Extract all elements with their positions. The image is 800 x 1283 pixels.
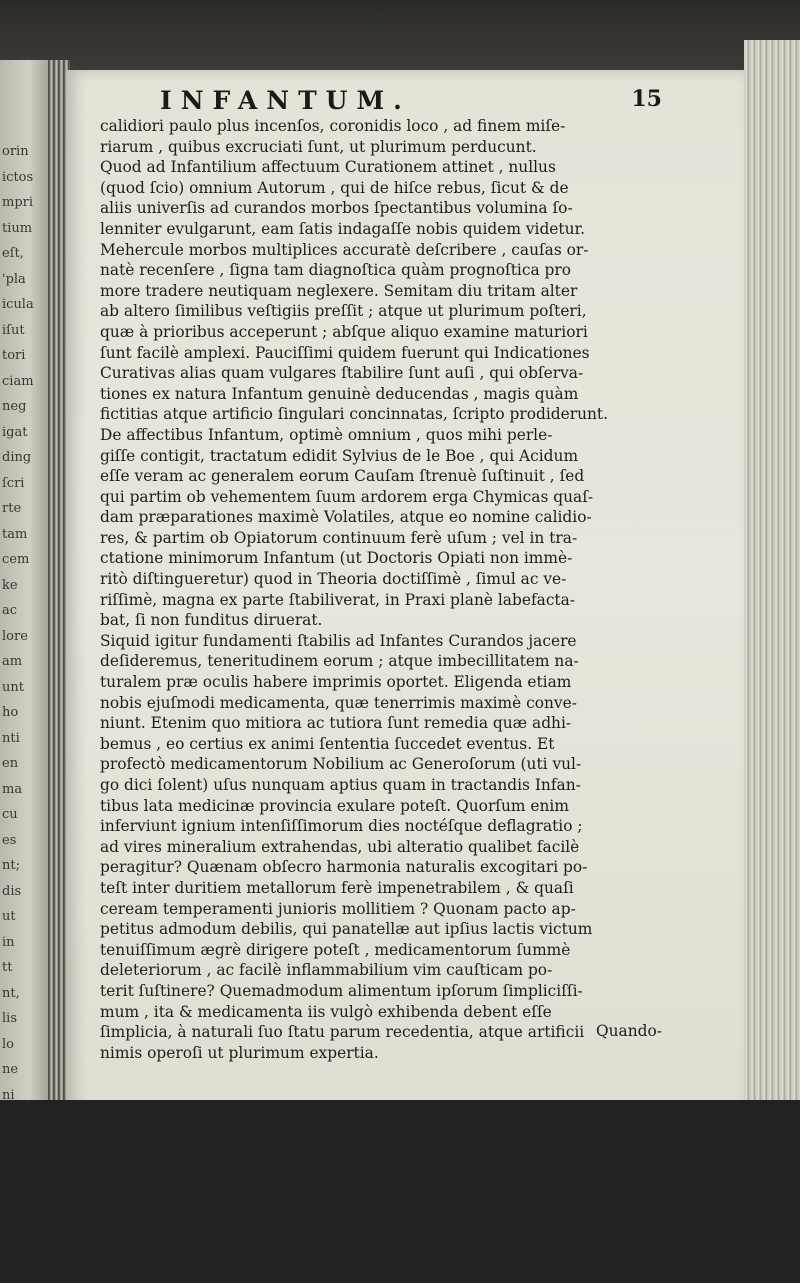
text-line: niunt. Etenim quo mitiora ac tutiora ſunt remedia quæ adhi- (100, 714, 572, 733)
facing-text-fragment: tium (2, 220, 33, 236)
facing-text-fragment: ſcri (2, 475, 25, 491)
facing-text-fragment: cem (2, 552, 30, 567)
facing-text-fragment: neg (2, 399, 27, 414)
text-line: deleteriorum , ac facilè inflammabilium vim cauſticam po- (100, 961, 553, 980)
text-line: ceream temperamenti junioris mollitiem ? Quonam pacto ap- (100, 899, 576, 918)
facing-text-fragment: es (2, 832, 17, 848)
facing-text-fragment: nti (2, 730, 20, 746)
facing-text-fragment: en (2, 756, 19, 771)
page-edges (744, 40, 800, 1150)
text-line: nobis ejuſmodi medicamenta, quæ tenerrimis maximè conve- (100, 693, 577, 712)
facing-text-fragment: lore (2, 628, 28, 644)
text-line: nimis operoſi ut plurimum expertia. (100, 1043, 379, 1062)
text-line: ctatione minimorum Infantum (ut Doctoris Opiati non immè- (100, 549, 573, 568)
facing-text-fragment: ut (2, 909, 16, 924)
facing-text-fragment: tori (2, 348, 26, 363)
text-line: bat, ſi non funditus diruerat. (100, 611, 323, 630)
text-line: teſt inter duritiem metallorum ferè impenetrabilem , & quaſi (100, 878, 574, 897)
catchword: Quando- (596, 1022, 662, 1040)
text-line: ſimplicia, à naturali ſuo ſtatu parum recedentia, atque artificii (100, 1023, 585, 1042)
text-line: ad vires mineralium extrahendas, ubi alteratio qualibet facilè (100, 837, 580, 856)
body-text (100, 116, 668, 1063)
text-line: De affectibus Infantum, optimè omnium , quos mihi perle- (100, 425, 553, 444)
text-line: go dici ſolent) uſus nunquam aptius quam in tractandis Infan- (100, 776, 581, 794)
facing-page-fragment (0, 60, 48, 1100)
text-line: peragitur? Quænam obſecro harmonia naturalis excogitari po- (100, 858, 588, 877)
facing-text-fragment: eſt, (2, 246, 24, 261)
text-line: eſſe veram ac generalem eorum Cauſam ſtrenuè ſuſtinuit , ſed (100, 467, 585, 486)
facing-text-fragment: ni (2, 1087, 15, 1100)
facing-text-fragment: ictos (2, 169, 34, 185)
text-line: tiones ex natura Infantum genuinè deducendas , magis quàm (100, 384, 579, 403)
text-line: calidiori paulo plus incenſos, coronidis loco , ad finem miſe- (100, 117, 566, 135)
facing-text-fragment: ding (2, 450, 32, 465)
text-line: Quod ad Infantilium affectuum Curationem attinet , nullus (100, 158, 556, 177)
page-number: 15 (631, 86, 662, 112)
text-line: tibus lata medicinæ provincia exulare poteſt. Quorſum enim (100, 796, 569, 815)
facing-text-fragment: ac (2, 603, 18, 618)
text-line: natè recenſere , ſigna tam diagnoſtica quàm prognoſtica pro (100, 261, 571, 280)
running-title: INFANTUM. (160, 86, 411, 115)
facing-text-fragment: lis (2, 1011, 17, 1026)
text-line: profectò medicamentorum Nobilium ac Generoſorum (uti vul- (100, 755, 582, 774)
facing-text-fragment: nt; (2, 858, 20, 873)
facing-text-fragment: am (2, 654, 23, 669)
text-line: inferviunt ignium intenſiſſimorum dies noctéſque deflagratio ; (100, 817, 583, 836)
text-line: Curativas alias quam vulgares ſtabilire ſunt auſi , qui obſerva- (100, 364, 584, 383)
facing-text-fragment: tt (2, 960, 13, 975)
text-line: ritò diſtingueretur) quod in Theoria doctiſſimè , ſimul ac ve- (100, 570, 567, 589)
text-line: mum , ita & medicamenta iis vulgò exhibenda debent eſſe (100, 1002, 552, 1021)
text-line: dam præparationes maximè Volatiles, atque eo nomine calidio- (100, 508, 592, 527)
facing-text-fragment: orin (2, 144, 29, 159)
text-line: riſſimè, magna ex parte ſtabiliverat, in Praxi planè labefacta- (100, 590, 575, 609)
text-line: tenuiſſimum ægrè dirigere poteſt , medicamentorum ſummè (100, 940, 571, 959)
facing-text-fragment: ho (2, 705, 19, 720)
text-line: qui partim ob vehementem ſuum ardorem erga Chymicas quaſ- (100, 487, 594, 506)
text-line: more tradere neutiquam neglexere. Semitam diu tritam alter (100, 281, 578, 300)
text-line: riarum , quibus excruciati ſunt, ut plurimum perducunt. (100, 137, 537, 156)
text-line: ſunt facilè amplexi. Pauciſſimi quidem fuerunt qui Indicationes (100, 343, 590, 362)
scan-bottom-shadow (0, 1100, 800, 1283)
facing-text-fragment: in (2, 934, 15, 950)
text-line: turalem præ oculis habere imprimis oportet. Eligenda etiam (100, 673, 572, 692)
facing-text-fragment: 'pla (2, 271, 26, 287)
facing-text-fragment: rte (2, 501, 22, 516)
facing-text-fragment: ciam (2, 373, 34, 389)
facing-text-fragment: tam (2, 526, 28, 542)
facing-text-fragment: nt, (2, 985, 20, 1001)
text-line: res, & partim ob Opiatorum continuum ferè uſum ; vel in tra- (100, 528, 578, 547)
text-line: terit ſuſtinere? Quemadmodum alimentum ipſorum ſimpliciſſi- (100, 981, 583, 1000)
text-line: fictitias atque artificio ſingulari concinnatas, ſcripto prodiderunt. (100, 405, 609, 424)
facing-text-fragment: iſut (2, 322, 25, 338)
text-line: petitus admodum debilis, qui panatellæ aut ipſius lactis victum (100, 920, 593, 939)
facing-text-fragment: lo (2, 1036, 14, 1052)
scan-top-shadow (0, 0, 800, 70)
text-line: lenniter evulgarunt, eam ſatis indagaſſe nobis quidem videtur. (100, 219, 586, 238)
facing-text-fragment: cu (2, 807, 18, 822)
facing-text-fragment: dis (2, 883, 22, 899)
facing-text-fragment: icula (2, 297, 34, 312)
text-line: Mehercule morbos multiplices accuratè deſcribere , cauſas or- (100, 240, 589, 259)
facing-text-fragment: ke (2, 577, 18, 593)
text-line: deſideremus, teneritudinem eorum ; atque imbecillitatem na- (100, 652, 579, 671)
facing-text-fragment: mpri (2, 195, 34, 210)
text-line: quæ à prioribus acceperunt ; abſque aliquo examine maturiori (100, 322, 588, 341)
facing-text-fragment: unt (2, 679, 24, 695)
page-header (90, 86, 662, 116)
text-line: Siquid igitur fundamenti ſtabilis ad Infantes Curandos jacere (100, 631, 577, 650)
facing-text-fragment: igat (2, 424, 28, 440)
facing-text-fragment: ne (2, 1062, 19, 1077)
facing-text-fragment: ma (2, 781, 23, 797)
text-line: bemus , eo certius ex animi ſententia ſuccedet eventus. Et (100, 734, 555, 753)
text-line: ab altero ſimilibus veſtigiis preſſit ; atque ut plurimum poſteri, (100, 302, 587, 321)
text-line: giſſe contigit, tractatum edidit Sylvius de le Boe , qui Acidum (100, 446, 579, 465)
text-line: (quod ſcio) omnium Autorum , qui de hiſce rebus, ſicut & de (100, 178, 569, 197)
text-line: aliis univerſis ad curandos morbos ſpectantibus volumina ſo- (100, 199, 573, 218)
